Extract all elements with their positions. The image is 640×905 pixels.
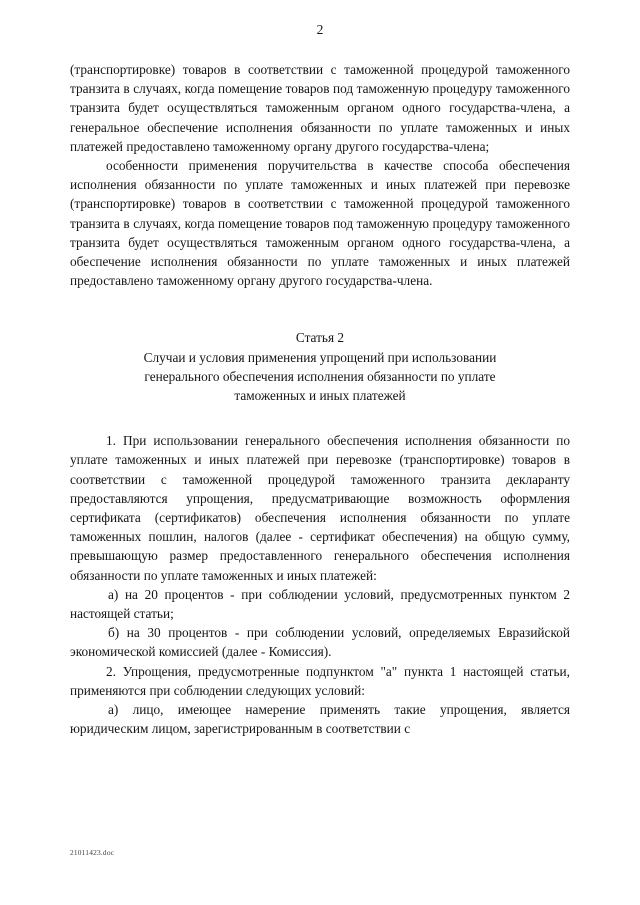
footer-filename: 21011423.doc	[70, 848, 115, 857]
page-content	[70, 60, 570, 739]
paragraph-clause-1-a: а) на 20 процентов - при соблюдении условий, предусмотренных пунктом 2 настоящей статьи;	[70, 586, 570, 622]
paragraph-clause-2-a: а) лицо, имеющее намерение применять такие упрощения, является юридическим лицом, зарегистрированным в соответствии с	[70, 702, 570, 737]
heading-spacer-top	[70, 309, 570, 328]
article-heading-title-line-2: генерального обеспечения исполнения обязанности по уплате	[144, 368, 496, 384]
heading-spacer-bottom	[70, 405, 570, 431]
paragraph-clause-1: 1. При использовании генерального обеспечения исполнения обязанности по уплате таможенных и иных платежей при перевозке (транспортировке) товаров в соответствии с таможенной процедурой таможенного транзита декларанту предоставляются упрощения, предусматривающие возможность оформления сертификата (сертификатов) обеспечения исполнения обязанности по уплате таможенных пошлин, налогов (далее - сертификат обеспечения) на общую сумму, превышающую размер предоставленного генерального обеспечения исполнения обязанности по уплате таможенных и иных платежей:	[70, 433, 570, 583]
paragraph-clause-1-b: б) на 30 процентов - при соблюдении условий, определяемых Евразийской экономической комиссией (далее - Комиссия).	[70, 625, 570, 660]
paragraph-continuation-transit: (транспортировке) товаров в соответствии с таможенной процедурой таможенного транзита в случаях, когда помещение товаров под таможенную процедуру таможенного транзита будет осуществляться таможенным органом одного государства-члена, а генеральное обеспечение исполнения обязанности по уплате таможенных и иных платежей предоставлено таможенному органу другого государства-члена;	[70, 62, 570, 154]
article-heading-title-line-1: Случаи и условия применения упрощений при использовании	[143, 349, 497, 365]
article-2-heading	[70, 309, 570, 405]
paragraph-poruchitelstvo: особенности применения поручительства в качестве способа обеспечения исполнения обязанности по уплате таможенных и иных платежей при перевозке (транспортировке) товаров в соответствии с таможенной процедурой таможенного транзита в случаях, когда помещение товаров под таможенную процедуру таможенного транзита будет осуществляться таможенным органом одного государства-члена, а обеспечение исполнения обязанности по уплате таможенных и иных платежей предоставлено таможенному органу другого государства-члена.	[70, 158, 570, 289]
article-heading-number: Статья 2	[295, 330, 345, 346]
page-number: 2	[316, 22, 324, 37]
article-heading-title-line-3: таможенных и иных платежей	[234, 388, 406, 404]
paragraph-clause-2: 2. Упрощения, предусмотренные подпунктом "а" пункта 1 настоящей статьи, применяются при соблюдении следующих условий:	[70, 663, 570, 698]
